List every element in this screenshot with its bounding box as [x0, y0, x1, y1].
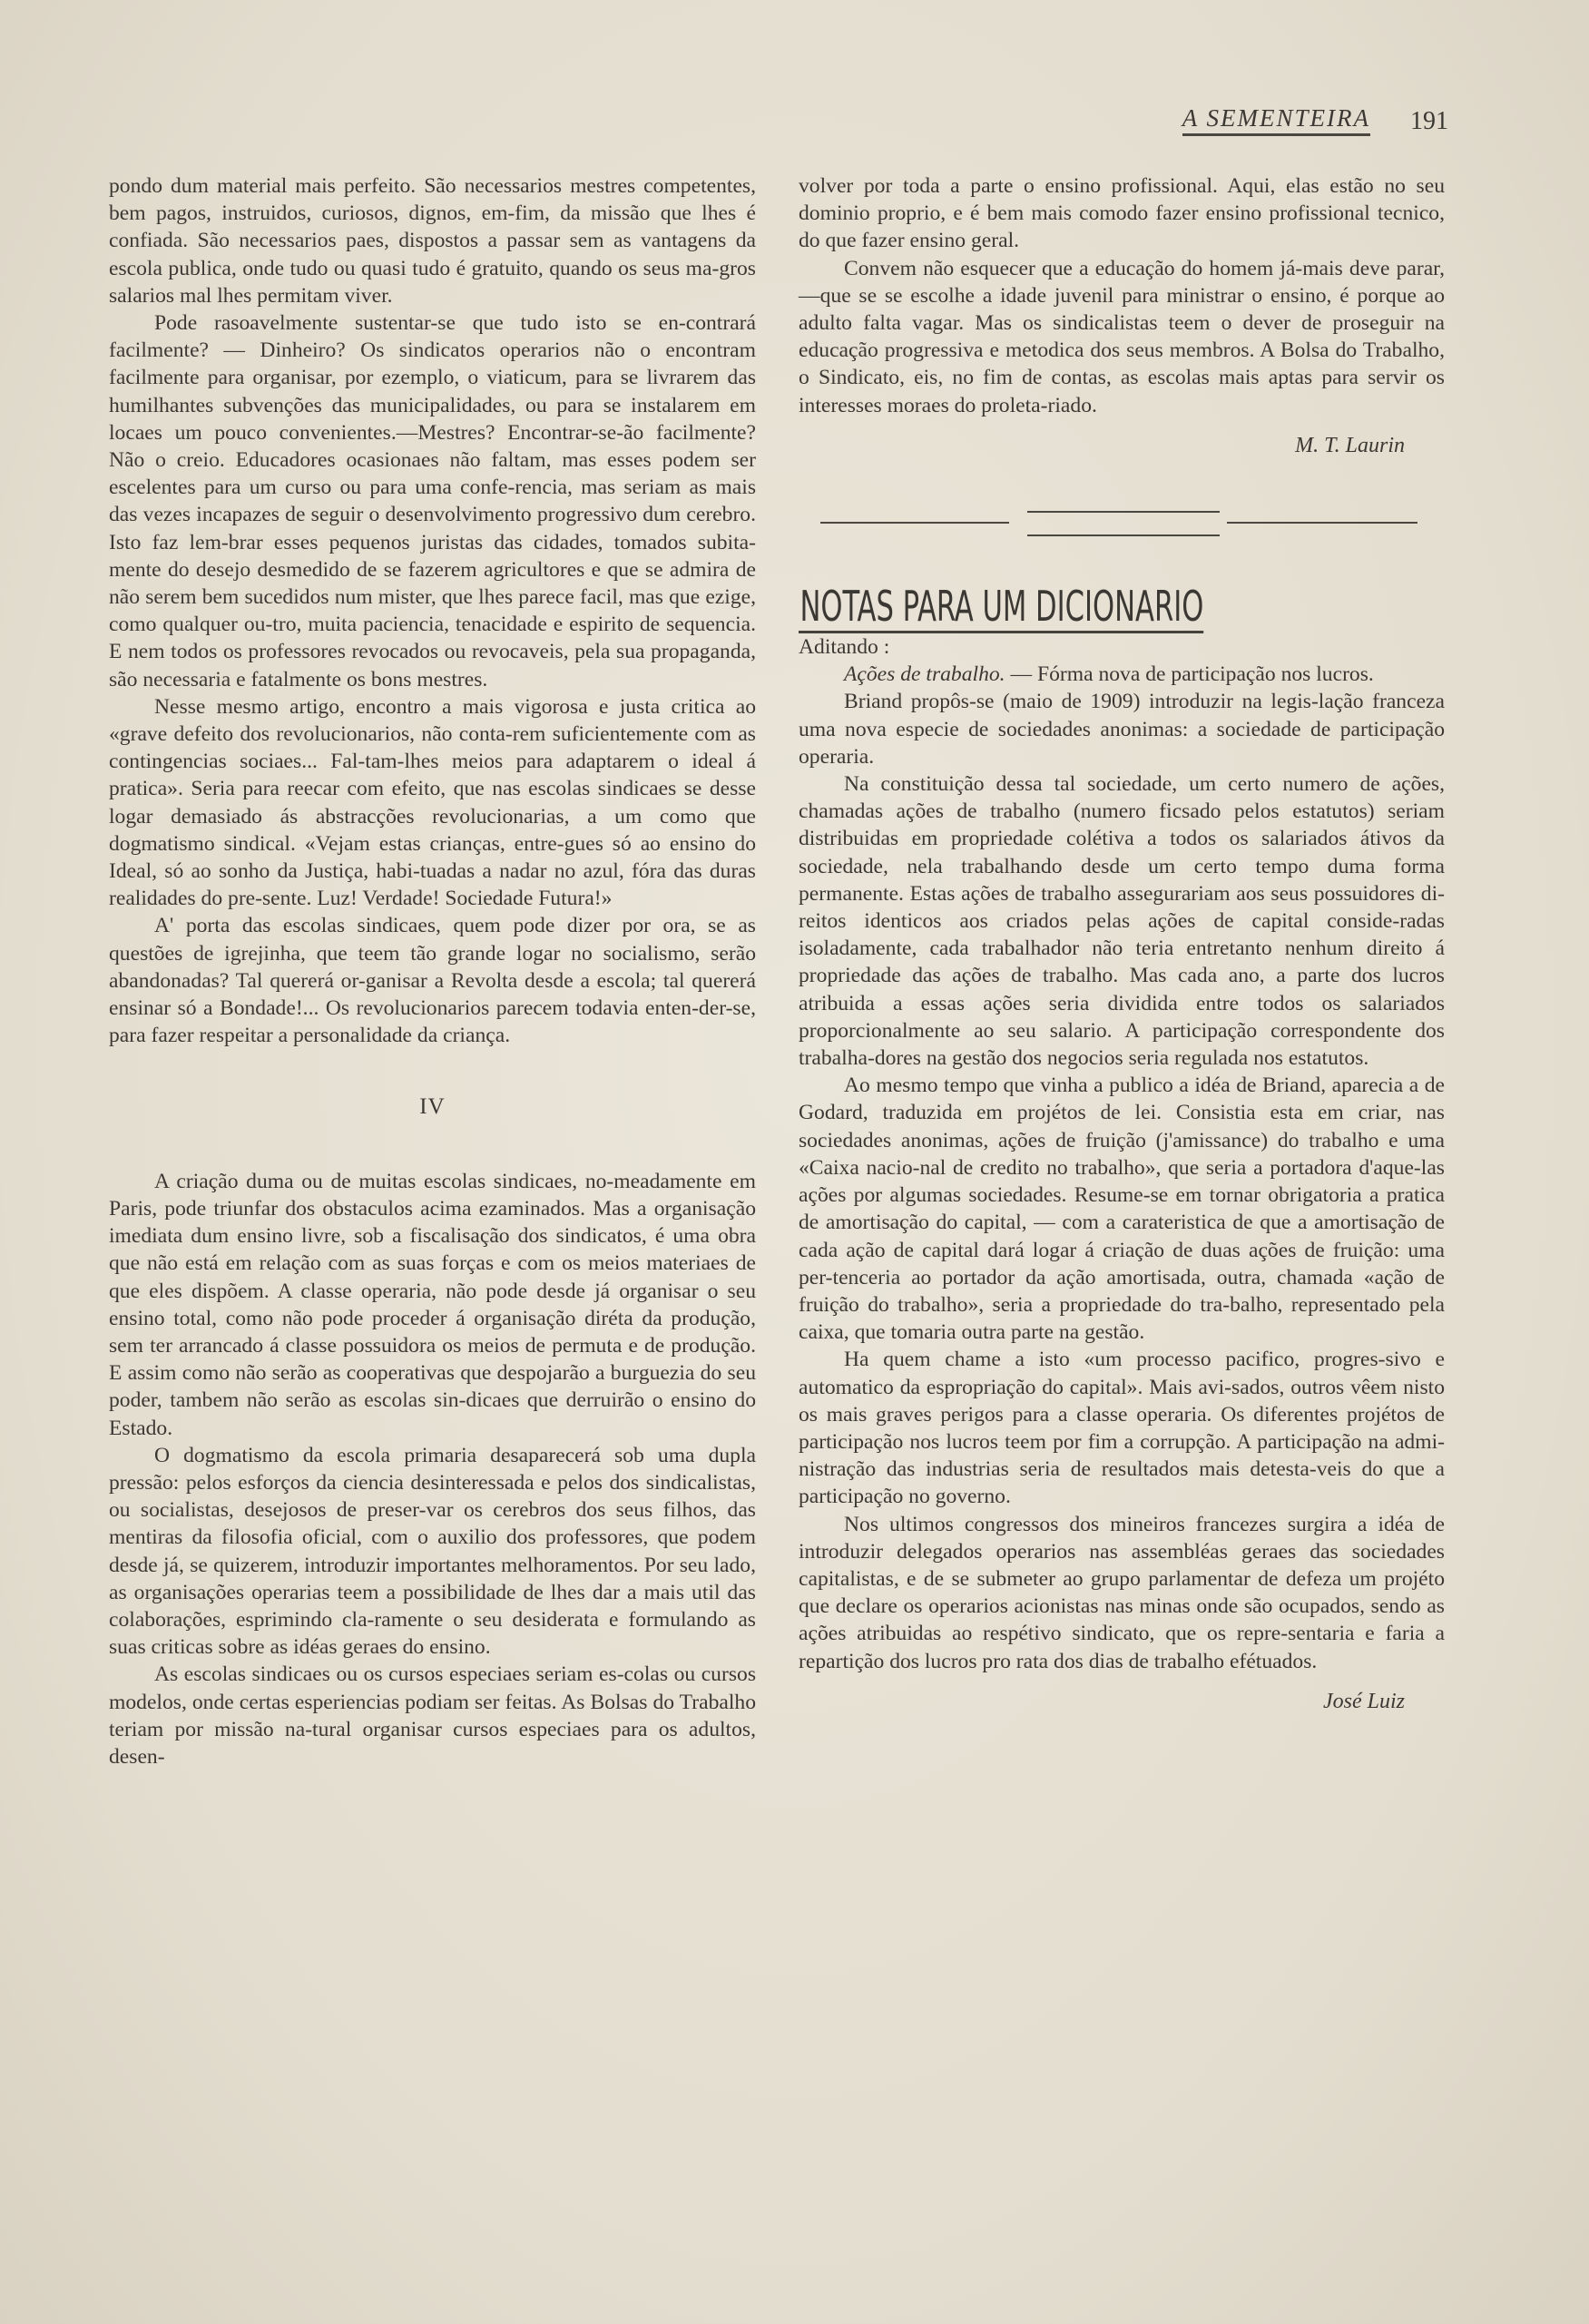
- paragraph: Na constituição dessa tal sociedade, um certo numero de ações, chamadas ações de trabalho (numero ficsado pelos estatutos) seriam distribuidas em propriedade colétiva a todos os salariados átivos da sociedade, nela trabalhando desde um certo tempo duma forma permanente. Estas ações de trabalho assegurariam aos seus possuidores di-reitos identicos aos criados pelas ações de capital conside-radas isoladamente, cada trabalhador não teria entretanto nenhum direito á propriedade das ações de trabalho. Mas cada ano, a parte dos lucros atribuida a essas ações seria dividida entre todos os salariados proporcionalmente ao seu salario. A participação correspondente dos trabalha-dores na gestão dos negocios seria regulada nos estatutos.: [799, 772, 1445, 1071]
- right-column: [799, 172, 1445, 1715]
- page-number: 191: [1410, 107, 1448, 135]
- section-numeral: IV: [419, 1093, 446, 1119]
- subheading: Aditando :: [799, 635, 890, 660]
- paragraph: Nos ultimos congressos dos mineiros francezes surgira a idéa de introduzir delegados operarios nas assembléas geraes das sociedades capitalistas, e de se submeter ao grupo parlamentar de defeza um projéto que declare os operarios acionistas nas minas onde são ocupados, sendo as ações atribuidas ao respétivo sindicato, que os repre-sentaria e faria a repartição dos lucros pro rata dos dias de trabalho efétuados.: [799, 1512, 1445, 1673]
- divider-rule: [1027, 534, 1220, 536]
- paragraph: Nesse mesmo artigo, encontro a mais vigorosa e justa critica ao «grave defeito dos revolucionarios, não conta-rem suficientemente com as contingencias sociaes... Fal-tam-lhes meios para adaptarem o ideal á pratica». Seria para reecar com efeito, que nas escolas sindicaes se desse logar demasiado ás abstracções revolucionarias, a um como que dogmatismo sindical. «Vejam estas crianças, entre-gues só ao ensino do Ideal, só ao sonho da Justiça, habi-tuadas a nadar no azul, fóra das duras realidades do pre-sente. Luz! Verdade! Sociedade Futura!»: [109, 694, 756, 911]
- paragraph: [799, 661, 1445, 688]
- paragraph: A criação duma ou de muitas escolas sindicaes, no-meadamente em Paris, pode triunfar dos obstaculos acima ezaminados. Mas a organisação imediata dum ensino livre, sob a fiscalisação dos sindicatos, é uma obra que não está em relação com as suas forças e com os meios materiaes de que eles dispõem. A classe operaria, não pode desde já organisar o seu ensino total, como não pode proceder á organisação diréta da produção, sem ter arrancado á classe possuidora os meios de permuta e de produção. E assim como não serão as cooperativas que despojarão a burguezia do seu poder, tambem não serão as escolas sin-dicaes que derruirão o ensino do Estado.: [109, 1169, 756, 1440]
- paragraph: Pode rasoavelmente sustentar-se que tudo isto se en-contrará facilmente? — Dinheiro? Os sindicatos operarios não o encontram facilmente para organisar, por ezemplo, o viaticum, para se livrarem das humilhantes subvenções das municipalidades, ou para se instalarem em locaes um pouco convenientes.—Mestres? Encontrar-se-ão facilmente? Não o creio. Educadores ocasionaes não faltam, mas esses podem ser escelentes para um curso ou para uma confe-rencia, mas seriam as mais das vezes incapazes de seguir o desenvolvimento progressivo dum cerebro. Isto faz lem-brar esses pequenos juristas das cidades, tomados subita-mente do desejo desmedido de se fazerem agricultores e que se admira de não serem bem sucedidos num mister, que lhes parece facil, mas que ezige, como qualquer ou-tro, muita paciencia, tenacidade e espirito de sequencia. E nem todos os professores revocados ou revocaveis, pela sua propaganda, são necessaria e fatalmente os bons mestres.: [109, 311, 756, 691]
- paragraph: volver por toda a parte o ensino profissional. Aqui, elas estão no seu dominio proprio, e é bem mais comodo fazer ensino profissional tecnico, do que fazer ensino geral.: [799, 174, 1445, 253]
- divider-rule: [1027, 511, 1220, 513]
- paragraph: pondo dum material mais perfeito. São necessarios mestres competentes, bem pagos, instruidos, curiosos, dignos, em-fim, da missão que lhes é confiada. São necessarios paes, dispostos a passar sem as vantagens da escola publica, onde tudo ou quasi tudo é gratuito, quando os seus ma-gros salarios mal lhes permitam viver.: [109, 174, 756, 308]
- divider-rule: [820, 522, 1009, 524]
- divider-rule: [1227, 522, 1417, 524]
- section-divider: [799, 509, 1445, 545]
- running-header: [1131, 93, 1448, 136]
- journal-title: A SEMENTEIRA: [1182, 104, 1370, 136]
- left-column: [109, 172, 756, 1770]
- author-signature: M. T. Laurin: [1295, 433, 1405, 457]
- paragraph: A' porta das escolas sindicaes, quem pode dizer por ora, se as questões de igrejinha, que teem tão grande logar no socialismo, serão abandonadas? Tal quererá or-ganisar a Revolta desde a escola; tal quererá ensinar só a Bondade!... Os revolucionarios parecem todavia enten-der-se, para fazer respeitar a personalidade da criança.: [109, 914, 756, 1048]
- paragraph: Briand propôs-se (maio de 1909) introduzir na legis-lação franceza uma nova especie de sociedades anonimas: a sociedade de participação operaria.: [799, 690, 1445, 769]
- paragraph: As escolas sindicaes ou os cursos especiaes seriam es-colas ou cursos modelos, onde certas esperiencias podiam ser feitas. As Bolsas do Trabalho teriam por missão na-tural organisar cursos especiaes para os adultos, desen-: [109, 1662, 756, 1769]
- paragraph: Convem não esquecer que a educação do homem já-mais deve parar,—que se se escolhe a idade juvenil para ministrar o ensino, é porque ao adulto falta vagar. Mas os sindicalistas teem o dever de proseguir na educação progressiva e metodica dos seus membros. A Bolsa do Trabalho, o Sindicato, eis, no fim de contas, as escolas mais aptas para servir os interesses moraes do proleta-riado.: [799, 256, 1445, 417]
- dictionary-term: Ações de trabalho.: [844, 662, 1005, 687]
- definition-text: — Fórma nova de participação nos lucros.: [1005, 662, 1374, 687]
- paragraph: O dogmatismo da escola primaria desaparecerá sob uma dupla pressão: pelos esforços da ciencia desinteressada e pelos dos sindicalistas, ou socialistas, desejosos de preser-var os cerebros dos seus filhos, das mentiras da filosofia oficial, com o auxilio dos professores, que podem desde já, se quizerem, introduzir importantes melhoramentos. Por seu lado, as organisações operarias teem a possibilidade de lhes dar a mais util das colaborações, esprimindo cla-ramente o seu desiderata e formulando as suas criticas sobre as idéas geraes do ensino.: [109, 1443, 756, 1660]
- paragraph: Ao mesmo tempo que vinha a publico a idéa de Briand, aparecia a de Godard, traduzida em projétos de lei. Consistia esta em criar, nas sociedades anonimas, ações de fruição (j'amissance) do trabalho e uma «Caixa nacio-nal de credito no trabalho», que seria a portadora d'aque-las ações por algumas sociedades. Resume-se em tornar obrigatoria a pratica de amortisação do capital, — com a carateristica de que a amortisação de cada ação de capital dará logar á criação de duas ações de fruição: uma per-tenceria ao portador da ação amortisada, outra, chamada «ação de fruição do trabalho», seria a propriedade do tra-balho, representado pela caixa, que tomaria outra parte na gestão.: [799, 1074, 1445, 1345]
- section-heading: NOTAS PARA UM DICIONARIO: [799, 582, 1203, 633]
- author-signature: José Luiz: [1323, 1689, 1405, 1713]
- paragraph: Ha quem chame a isto «um processo pacifico, progres-sivo e automatico da espropriação do capital». Mais avi-sados, outros vêem nisto os mais graves perigos para a classe operaria. Os diferentes projétos de participação nos lucros teem por fim a corrupção. A participação na admi-nistração das industrias seria de resultados mais detesta-veis do que a participação no governo.: [799, 1348, 1445, 1509]
